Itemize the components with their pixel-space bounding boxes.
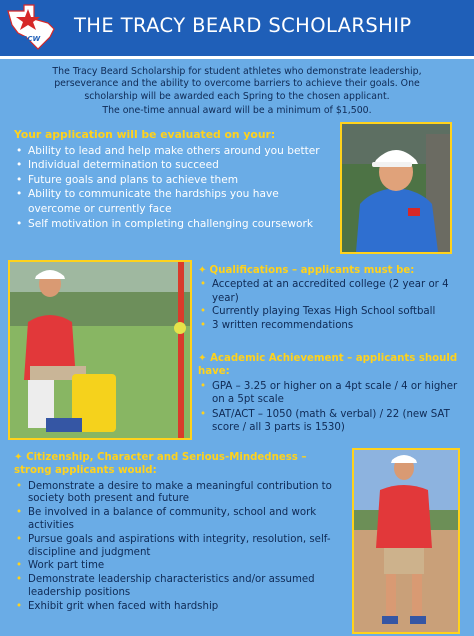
page-title: THE TRACY BEARD SCHOLARSHIP: [74, 14, 412, 37]
qualifications-heading-text: Qualifications – applicants must be:: [209, 265, 415, 276]
qualifications-list: [198, 278, 468, 332]
star-bullet-icon: ✦: [14, 452, 27, 463]
page-header: [0, 0, 474, 59]
list-item: • Pursue goals and aspirations with integrity, resolution, self-discipline and judgment: [14, 534, 344, 560]
list-item: • Work part time: [14, 560, 344, 573]
award-amount: The one-time annual award will be a minimum of $1,500.: [102, 105, 372, 117]
academic-heading-text: Academic Achievement – applicants should have:: [198, 353, 458, 378]
evaluation-section: [14, 128, 334, 231]
list-item: • Currently playing Texas High School softball: [198, 305, 468, 318]
list-item: • GPA – 3.25 or higher on a 4pt scale / 4 or higher on a 5pt scale: [198, 380, 468, 407]
coach-portrait-photo: [340, 122, 452, 254]
list-item: • Individual determination to succeed: [14, 158, 334, 173]
evaluation-heading: Your application will be evaluated on your:: [14, 128, 276, 141]
evaluation-list: [14, 144, 334, 232]
coach-standing-photo: [352, 448, 460, 634]
intro-line: The Tracy Beard Scholarship for student athletes who demonstrate leadership,: [52, 66, 422, 77]
list-item: • Be involved in a balance of community, school and work activities: [14, 507, 344, 533]
list-item: • Exhibit grit when faced with hardship: [14, 601, 344, 614]
academic-list: [198, 380, 468, 435]
list-item: • Future goals and plans to achieve them: [14, 173, 334, 188]
star-bullet-icon: ✦: [198, 353, 211, 364]
list-item: • Self motivation in completing challenging coursework: [14, 217, 334, 232]
coach-field-photo: [8, 260, 192, 440]
qualifications-section: [198, 264, 468, 332]
academic-heading: [198, 352, 468, 379]
list-item: • Ability to lead and help make others around you better: [14, 144, 334, 159]
qualifications-heading: [198, 264, 468, 277]
logo-text: BCW: [22, 35, 41, 43]
list-item: • Demonstrate leadership characteristics and/or assumed leadership positions: [14, 574, 344, 600]
citizenship-section: [14, 452, 344, 615]
texas-star-logo: [4, 3, 58, 51]
list-item: • Demonstrate a desire to make a meaningful contribution to society both present and future: [14, 481, 344, 507]
list-item: • Ability to communicate the hardships you have overcome or currently face: [14, 187, 334, 216]
list-item: • 3 written recommendations: [198, 319, 468, 332]
intro-line: scholarship will be awarded each Spring to the chosen applicant.: [84, 90, 390, 102]
citizenship-list: [14, 481, 344, 614]
star-bullet-icon: ✦: [198, 265, 207, 276]
intro-line: perseverance and the ability to overcome barriers to achieve their goals. One: [54, 78, 420, 90]
citizenship-heading-text: Citizenship, Character and Serious-Mindedness – strong applicants would:: [14, 452, 307, 476]
citizenship-heading: [14, 452, 344, 478]
academic-section: [198, 352, 468, 435]
list-item: • SAT/ACT – 1050 (math & verbal) / 22 (new SAT score / all 3 parts is 1530): [198, 408, 468, 435]
intro-paragraph: [18, 66, 456, 118]
list-item: • Accepted at an accredited college (2 year or 4 year): [198, 278, 468, 305]
